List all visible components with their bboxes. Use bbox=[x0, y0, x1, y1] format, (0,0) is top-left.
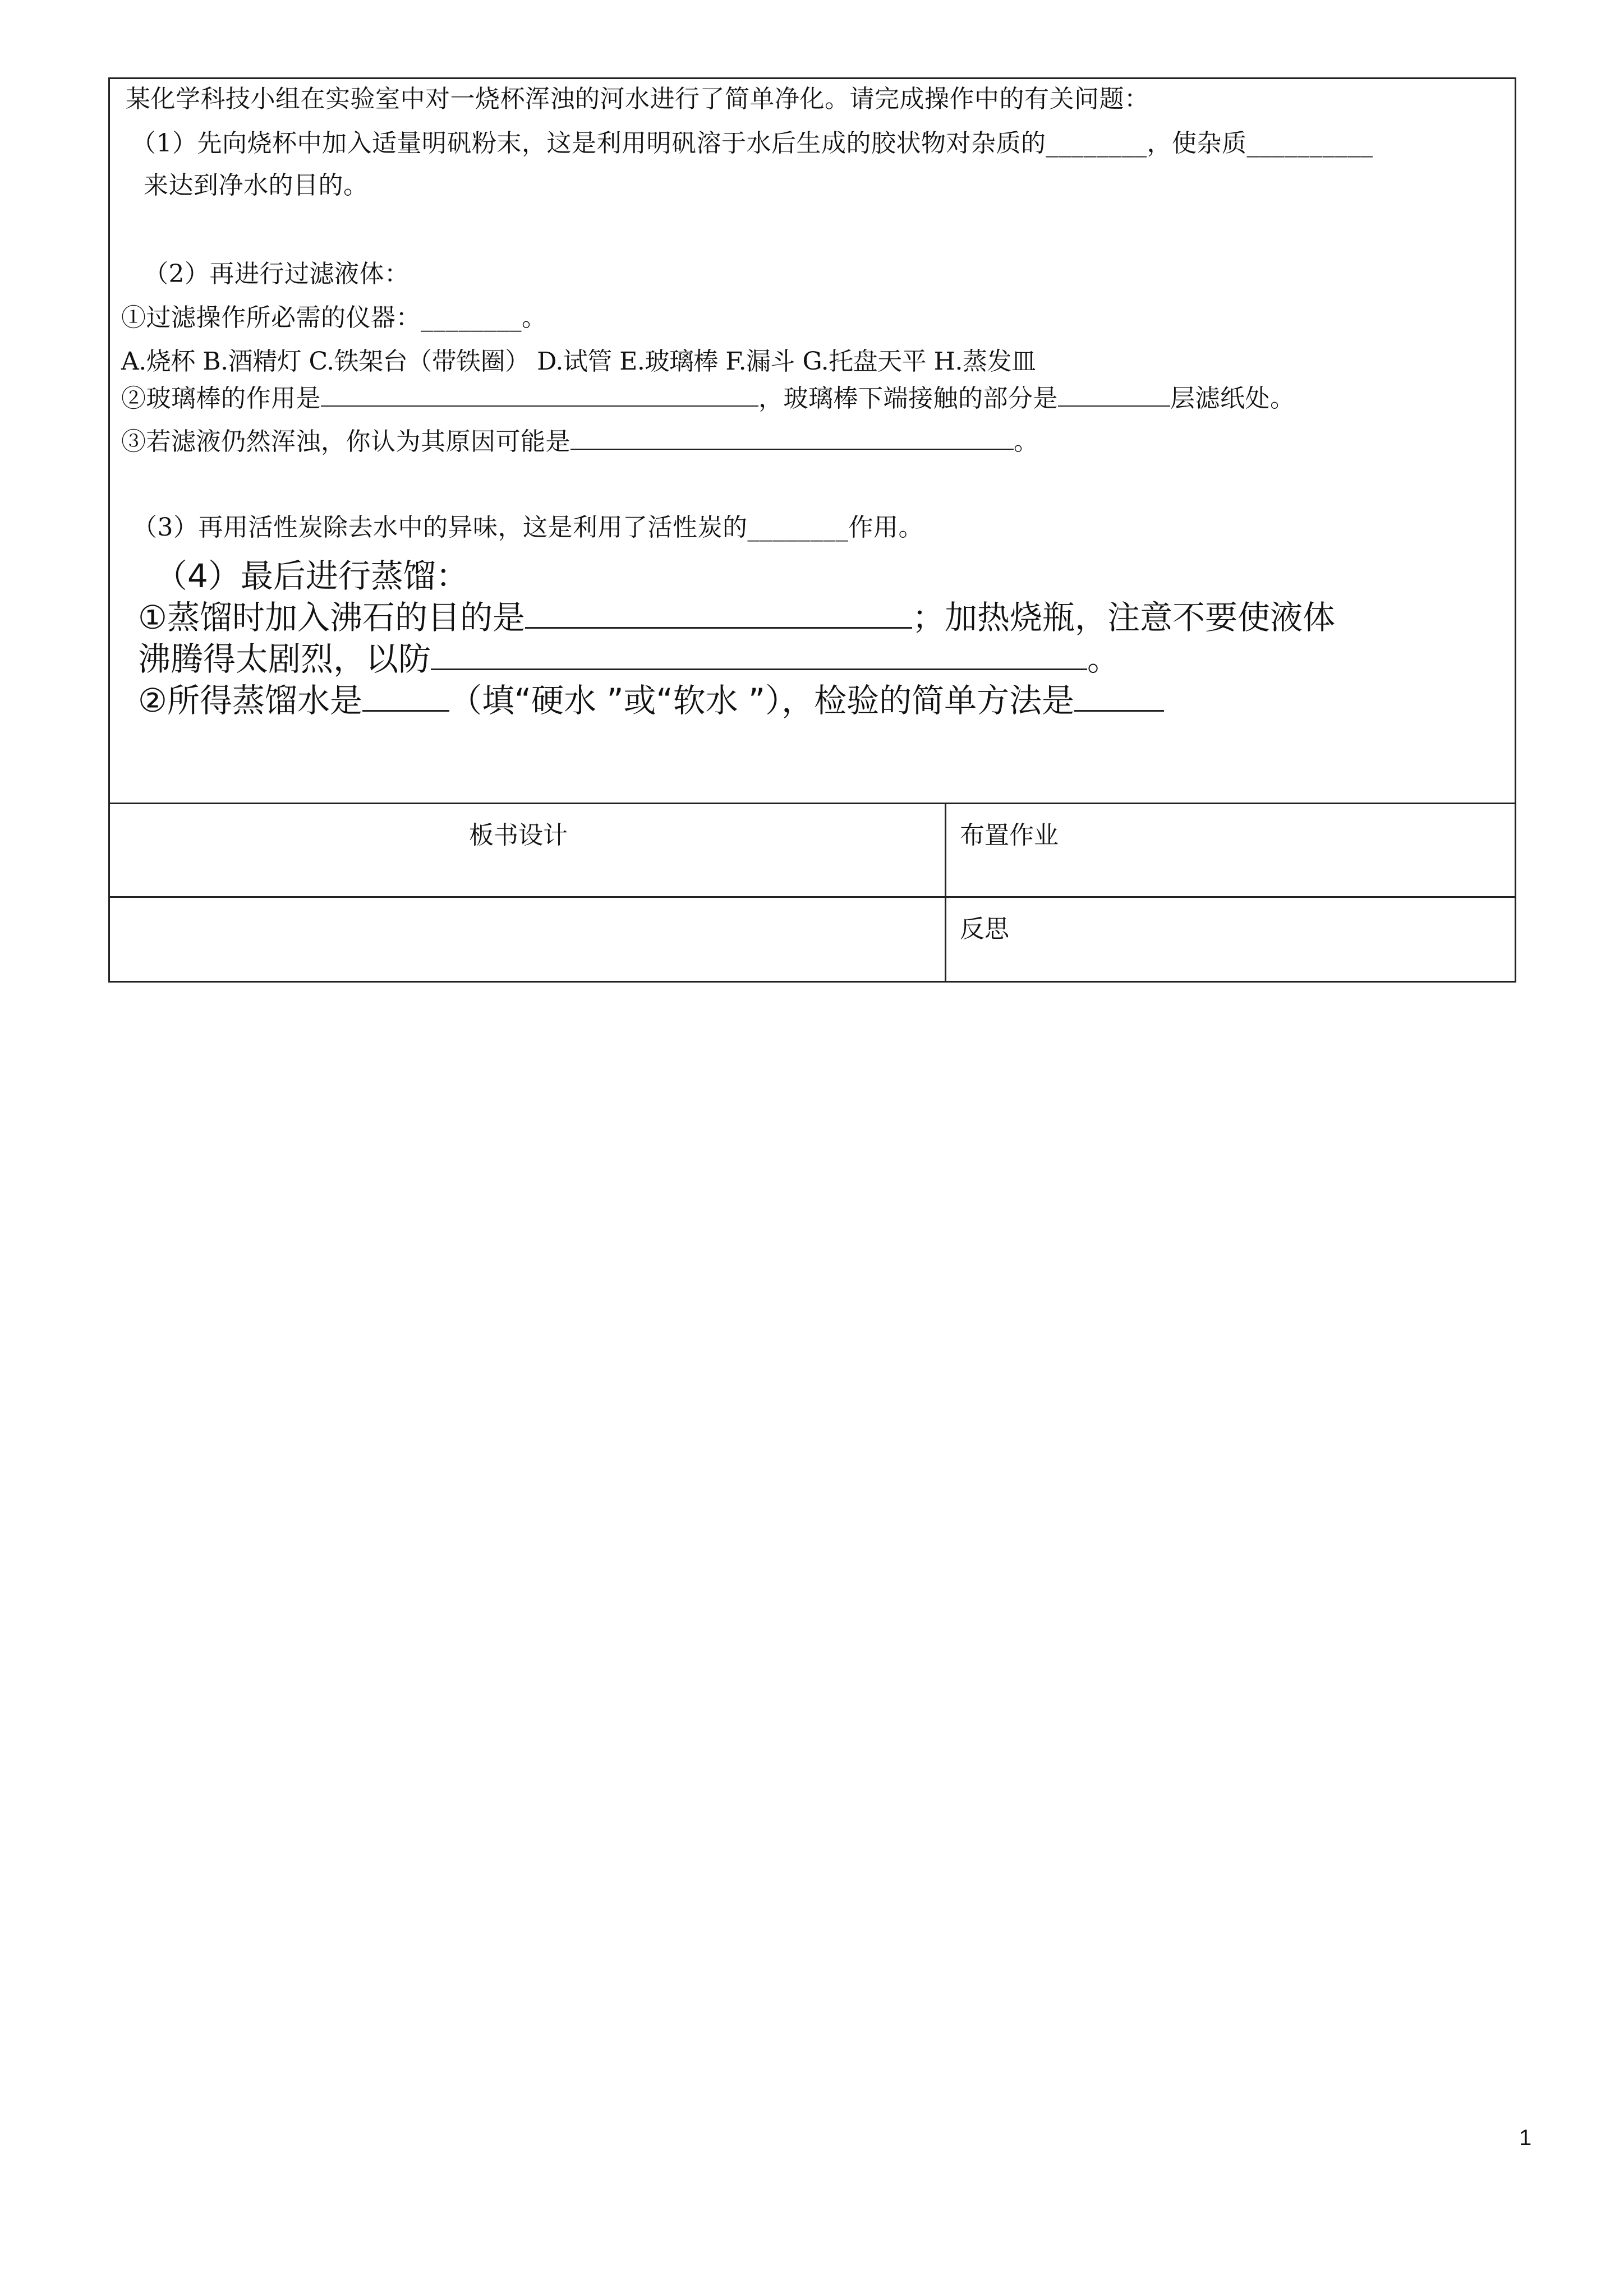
question-4-item-3-blank-2[interactable] bbox=[1074, 681, 1164, 712]
worksheet-table bbox=[108, 77, 1516, 983]
question-2-item-3 bbox=[121, 425, 1039, 459]
question-2-item-2-blank-2[interactable] bbox=[1058, 383, 1170, 407]
question-4-item-2-end: 。 bbox=[1087, 640, 1120, 678]
question-4-heading: （4）最后进行蒸馏： bbox=[155, 557, 468, 595]
question-4-item-3-text-a: ②所得蒸馏水是 bbox=[138, 681, 362, 720]
question-3-text-a: （3）再用活性炭除去水中的异味，这是利用了活性炭的 bbox=[132, 513, 748, 542]
question-3 bbox=[132, 511, 923, 545]
page-number: 1 bbox=[1519, 2126, 1532, 2150]
intro-text: 某化学科技小组在实验室中对一烧杯浑浊的河水进行了简单净化。请完成操作中的有关问题： bbox=[126, 85, 1149, 113]
question-4-item-1-text-a: ①蒸馏时加入沸石的目的是 bbox=[138, 598, 525, 637]
question-4-item-2-text-a: 沸腾得太剧烈，以防 bbox=[138, 640, 431, 678]
question-3-text-b: 作用。 bbox=[848, 513, 923, 542]
question-2-heading: （2）再进行过滤液体： bbox=[144, 260, 410, 288]
question-4-item-3 bbox=[138, 679, 1164, 722]
question-2-item-1-text: ①过滤操作所必需的仪器： bbox=[121, 303, 421, 332]
question-4-item-3-blank-1[interactable] bbox=[362, 681, 449, 712]
table-vertical-divider bbox=[945, 803, 946, 981]
question-2-item-2-text-a: ②玻璃棒的作用是 bbox=[121, 384, 321, 413]
question-2-item-1-blank[interactable]: ________ bbox=[421, 303, 522, 332]
question-4-item-1-text-b: ；加热烧瓶，注意不要使液体 bbox=[912, 598, 1336, 637]
question-1-blank-1[interactable]: ________ bbox=[1046, 129, 1147, 158]
question-2-item-3-end: 。 bbox=[1014, 427, 1039, 456]
question-2-item-2-text-c: 层滤纸处。 bbox=[1170, 384, 1295, 413]
question-4-item-2 bbox=[138, 638, 1120, 680]
question-2-item-1-end: 。 bbox=[522, 303, 547, 332]
question-2-item-2-text-b: ，玻璃棒下端接触的部分是 bbox=[758, 384, 1058, 413]
question-2-options: A.烧杯 B.酒精灯 C.铁架台（带铁圈） D.试管 E.玻璃棒 F.漏斗 G.托盘天平 H.蒸发皿 bbox=[121, 347, 1036, 376]
homework-label: 布置作业 bbox=[960, 821, 1059, 850]
question-1-text-b: ，使杂质 bbox=[1147, 129, 1247, 158]
board-design-label: 板书设计 bbox=[469, 821, 568, 850]
question-4-item-2-blank[interactable] bbox=[431, 639, 1087, 670]
question-1-blank-2[interactable]: __________ bbox=[1246, 129, 1373, 158]
question-4-item-1 bbox=[138, 596, 1335, 639]
question-4-item-3-text-b: （填“硬水 ”或“软水 ”），检验的简单方法是 bbox=[449, 681, 1075, 720]
question-2-item-2 bbox=[121, 382, 1295, 416]
table-divider-top bbox=[110, 803, 1515, 804]
question-2-item-1 bbox=[121, 301, 547, 335]
table-divider-middle bbox=[110, 896, 1515, 898]
question-1-text-a: （1）先向烧杯中加入适量明矾粉末，这是利用明矾溶于水后生成的胶状物对杂质的 bbox=[131, 129, 1046, 158]
reflection-label: 反思 bbox=[960, 915, 1009, 943]
question-1-line-1 bbox=[131, 127, 1373, 160]
question-2-item-3-text: ③若滤液仍然浑浊，你认为其原因可能是 bbox=[121, 427, 571, 456]
question-1-line-2: 来达到净水的目的。 bbox=[144, 171, 369, 200]
question-2-item-3-blank[interactable] bbox=[571, 426, 1014, 450]
question-2-item-2-blank-1[interactable] bbox=[321, 383, 758, 407]
question-4-item-1-blank[interactable] bbox=[525, 598, 912, 629]
question-3-blank[interactable]: ________ bbox=[747, 513, 849, 542]
